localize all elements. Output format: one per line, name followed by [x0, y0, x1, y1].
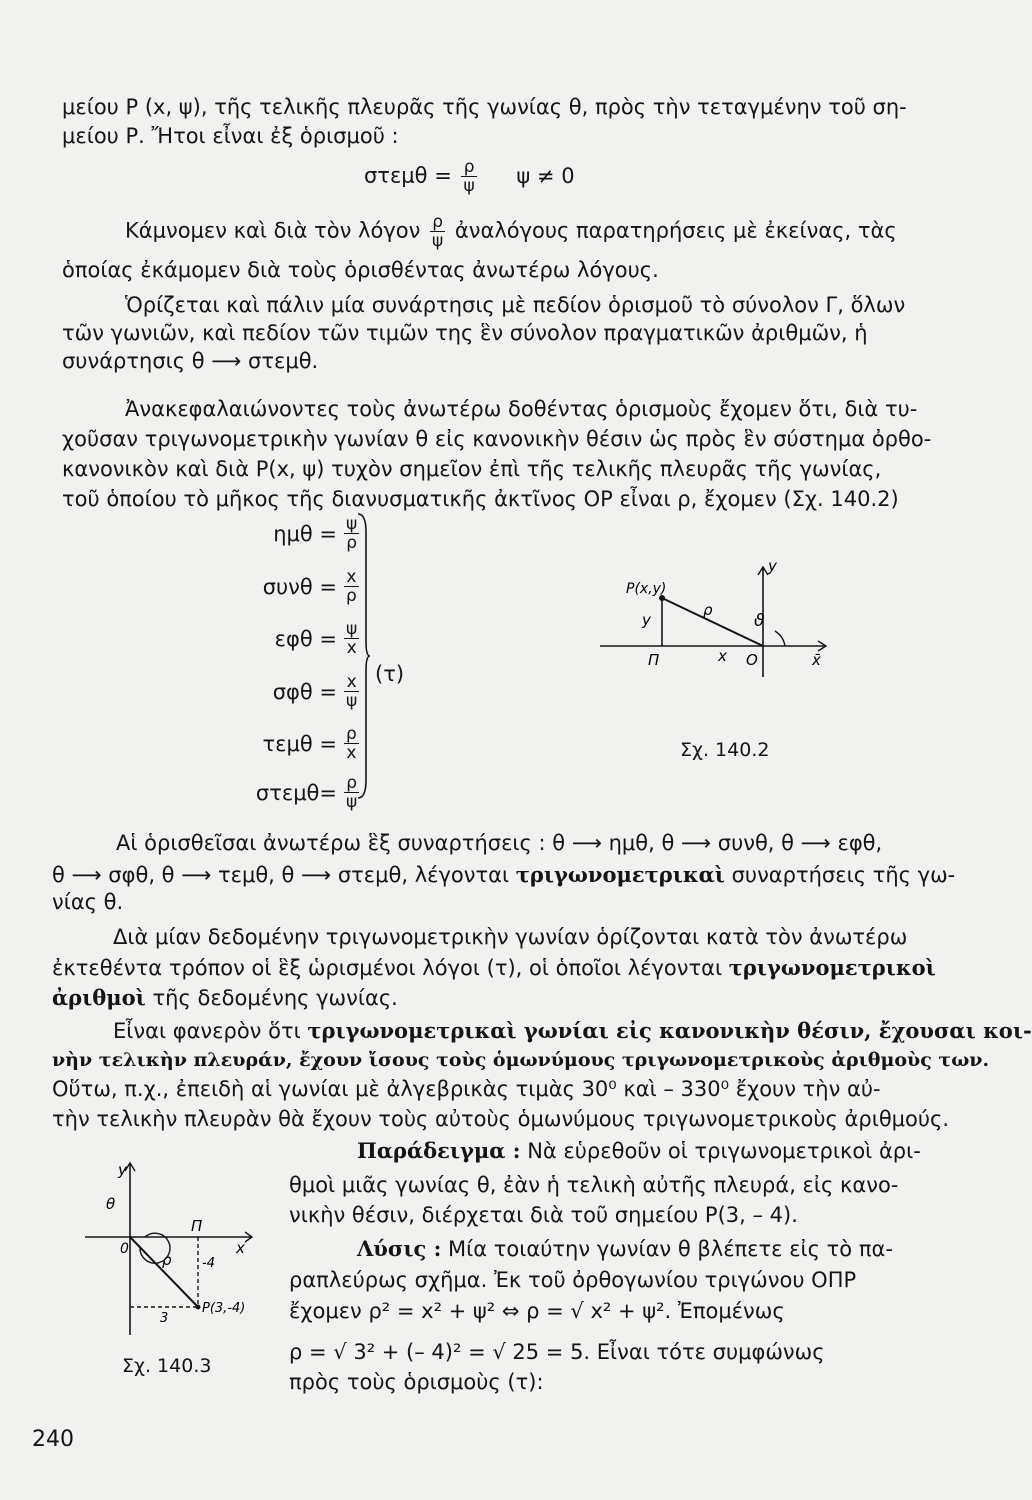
text-line: συνάρτησις θ ⟶ στεμθ.: [62, 349, 319, 373]
denominator: ψ: [432, 231, 444, 251]
numerator: ψ: [346, 514, 358, 534]
label-y-axis: y: [768, 557, 777, 575]
figure-caption: Σχ. 140.2: [680, 739, 770, 761]
solution-label: Λύσις :: [357, 1236, 442, 1261]
text-line: Ὁρίζεται καὶ πάλιν μία συνάρτησις μὲ πεδίον ὁρισμοῦ τὸ σύνολον Γ, ὅλων: [125, 293, 906, 317]
text-line: κανονικὸν καὶ διὰ Ρ(x, ψ) τυχὸν σημεῖον ἐπὶ τῆς τελικῆς πλευρᾶς τῆς γωνίας,: [62, 457, 882, 481]
text-line: [52, 862, 955, 888]
bold-term: ἀριθμοὶ: [52, 985, 146, 1010]
bold-statement: τριγωνομετρικαὶ γωνίαι εἰς κανονικὴν θέσιν, ἔχουσαι κοι-: [307, 1018, 1032, 1043]
label-P: P(3,-4): [202, 1301, 246, 1316]
bold-term: τριγωνομετρικοὶ: [728, 955, 936, 980]
text-line: ραπλεύρως σχῆμα. Ἐκ τοῦ ὀρθογωνίου τριγώνου ΟΠΡ: [289, 1268, 857, 1292]
denominator: ρ: [346, 586, 357, 606]
text-line: μείου Ρ (x, ψ), τῆς τελικῆς πλευρᾶς τῆς γωνίας θ, πρὸς τὴν τεταγμένην τοῦ ση-: [62, 95, 907, 119]
numerator: ψ: [346, 619, 358, 639]
label-x: x: [718, 647, 727, 665]
numerator: ρ: [346, 724, 357, 744]
denominator: ψ: [346, 792, 358, 812]
terminal-side: [130, 1237, 198, 1307]
formula-cosecant: [364, 158, 575, 195]
text-line: ὁποίας ἐκάμομεν διὰ τοὺς ὁρισθέντας ἀνωτέρω λόγους.: [62, 258, 659, 282]
text-span: θ ⟶ σφθ, θ ⟶ τεμθ, θ ⟶ στεμθ, λέγονται: [52, 863, 510, 887]
definition-lhs: σφθ =: [272, 679, 337, 704]
figure-140-3: [60, 1155, 275, 1340]
label-rho: ρ: [703, 601, 713, 619]
label-P: P(x,y): [626, 581, 667, 597]
label-theta: ϑ: [754, 611, 765, 631]
text-span: συναρτήσεις τῆς γω-: [731, 863, 956, 887]
definition-row: [255, 673, 362, 710]
text-line: [113, 1018, 1032, 1044]
text-line: νὴν τελικὴν πλευράν, ἔχουν ἴσους τοὺς ὁμωνύμους τριγωνομετρικοὺς ἀριθμοὺς των.: [52, 1049, 990, 1071]
text-line: [357, 1236, 893, 1262]
text-line: [357, 1138, 921, 1164]
definition-lhs: εφθ =: [274, 626, 337, 651]
denominator: ρ: [346, 533, 357, 553]
bold-term: τριγωνομετρικαὶ: [515, 862, 725, 887]
formula-lhs: στεμθ =: [364, 163, 452, 188]
example-label: Παράδειγμα :: [357, 1138, 521, 1163]
definition-row: [255, 774, 362, 811]
text-span: Κάμνομεν καὶ διὰ τὸν λόγον: [125, 218, 421, 243]
text-line: Οὕτω, π.χ., ἐπειδὴ αἱ γωνίαι μὲ ἀλγεβρικὰς τιμὰς 30⁰ καὶ – 330⁰ ἔχουν τὴν αὐ-: [52, 1077, 881, 1101]
text-line: θμοὶ μιᾶς γωνίας θ, ἐὰν ἡ τελικὴ αὐτῆς πλευρά, εἰς κανο-: [289, 1173, 899, 1197]
numerator: ρ: [430, 213, 445, 232]
numerator: x: [344, 568, 359, 587]
text-line: τοῦ ὁποίου τὸ μῆκος τῆς διανυσματικῆς ἀκτῖνος ΟΡ εἶναι ρ, ἔχομεν (Σχ. 140.2): [62, 487, 899, 511]
text-line: μείου Ρ. Ἤτοι εἶναι ἐξ ὁρισμοῦ :: [62, 124, 399, 148]
text-line: [125, 213, 897, 250]
label-Pi: Π: [191, 1217, 203, 1235]
label-three: 3: [160, 1311, 169, 1326]
denominator: ψ: [346, 691, 358, 711]
label-Pi: Π: [648, 651, 660, 669]
right-brace: [356, 512, 370, 800]
definition-lhs: στεμθ=: [255, 780, 337, 805]
label-O: 0: [120, 1241, 129, 1257]
text-span: τῆς δεδομένης γωνίας.: [152, 986, 398, 1010]
label-x-axis: x̄: [812, 651, 821, 669]
definition-row: [255, 725, 362, 762]
text-span: Νὰ εὑρεθοῦν οἱ τριγωνομετρικοὶ ἀρι-: [527, 1139, 921, 1163]
text-line: Διὰ μίαν δεδομένην τριγωνομετρικὴν γωνίαν ὁρίζονται κατὰ τὸν ἀνωτέρω: [113, 925, 908, 949]
label-minus4: -4: [202, 1256, 215, 1271]
text-line: τῶν γωνιῶν, καὶ πεδίον τῶν τιμῶν της ἓν σύνολον πραγματικῶν ἀριθμῶν, ἡ: [62, 321, 868, 345]
text-line: [52, 955, 936, 981]
numerator: ρ: [344, 774, 359, 793]
text-span: ἀναλόγους παρατηρήσεις μὲ ἐκείνας, τὰς: [454, 218, 897, 243]
label-y: y: [118, 1161, 127, 1179]
text-line: Ἀνακεφαλαιώνοντες τοὺς ἀνωτέρω δοθέντας ὁρισμοὺς ἔχομεν ὅτι, διὰ τυ-: [125, 397, 918, 421]
text-line: τὴν τελικὴν πλευρὰν θὰ ἔχουν τοὺς αὐτοὺς ὁμωνύμους τριγωνομετρικοὺς ἀριθμούς.: [52, 1107, 950, 1131]
fraction: [461, 158, 476, 195]
figure-140-2: [600, 555, 840, 680]
definition-lhs: συνθ =: [262, 574, 337, 599]
text-line: πρὸς τοὺς ὁρισμοὺς (τ):: [289, 1370, 544, 1394]
figure-caption: Σχ. 140.3: [122, 1355, 212, 1377]
label-rho: ρ: [162, 1251, 172, 1269]
text-span: Μία τοιαύτην γωνίαν θ βλέπετε εἰς τὸ πα-: [448, 1237, 893, 1261]
denominator: ψ: [463, 176, 475, 196]
label-y: y: [642, 611, 651, 629]
page-number: 240: [32, 1427, 74, 1452]
label-x: x: [236, 1239, 245, 1257]
denominator: x: [346, 638, 357, 658]
text-line: ἔχομεν ρ² = x² + ψ² ⇔ ρ = √ x² + ψ². Ἐπομένως: [289, 1299, 785, 1323]
text-span: Εἶναι φανερὸν ὅτι: [113, 1019, 301, 1043]
text-span: ἐκτεθέντα τρόπον οἱ ἓξ ὡρισμένοι λόγοι (τ), οἱ ὁποῖοι λέγονται: [52, 956, 723, 980]
definition-lhs: ημθ =: [273, 521, 337, 546]
text-line: [52, 985, 398, 1011]
numerator: x: [344, 673, 359, 692]
denominator: x: [346, 743, 357, 763]
label-O: O: [746, 651, 758, 669]
fraction: [430, 213, 445, 250]
definitions-label: (τ): [375, 662, 405, 686]
definition-row: [255, 620, 362, 657]
definition-row: [255, 515, 362, 552]
text-line: Αἱ ὁρισθεῖσαι ἀνωτέρω ἓξ συναρτήσεις : θ ⟶ ημθ, θ ⟶ συνθ, θ ⟶ εφθ,: [116, 831, 883, 855]
text-line: χοῦσαν τριγωνομετρικὴν γωνίαν θ εἰς κανονικὴν θέσιν ὡς πρὸς ἓν σύστημα ὀρθο-: [62, 427, 932, 451]
definition-lhs: τεμθ =: [262, 731, 337, 756]
label-theta: θ: [106, 1195, 116, 1213]
text-line: ρ = √ 3² + (– 4)² = √ 25 = 5. Εἶναι τότε συμφώνως: [289, 1340, 825, 1364]
definition-row: [255, 568, 362, 605]
point-P: [196, 1305, 201, 1310]
angle-arc: [775, 631, 785, 646]
text-line: νίας θ.: [52, 890, 124, 914]
text-line: νικὴν θέσιν, διέρχεται διὰ τοῦ σημείου Ρ(3, – 4).: [289, 1203, 798, 1227]
numerator: ρ: [461, 158, 476, 177]
condition: ψ ≠ 0: [516, 163, 575, 188]
